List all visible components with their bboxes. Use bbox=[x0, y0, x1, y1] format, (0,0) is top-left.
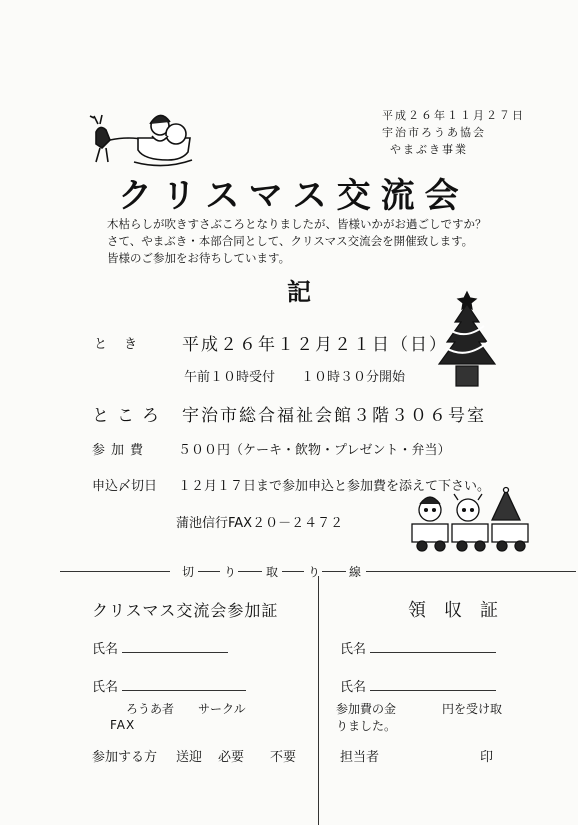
cut-line-seg-2 bbox=[238, 571, 262, 572]
page-title: クリスマス交流会 bbox=[118, 176, 469, 216]
right-form-title: 領 収 証 bbox=[408, 600, 498, 621]
toki-sub: 午前１０時受付 １０時３０分開始 bbox=[184, 370, 406, 385]
fee-label: 参加費 bbox=[92, 443, 150, 458]
cut-line-seg-3 bbox=[282, 571, 304, 572]
cut-char-3: 取 bbox=[266, 565, 279, 579]
cut-line-seg-1 bbox=[198, 571, 220, 572]
right-name-field-1[interactable] bbox=[370, 636, 496, 653]
fee-value: ５００円（ケーキ・飲物・プレゼント・弁当） bbox=[178, 443, 451, 458]
santa-sleigh-illustration bbox=[86, 112, 196, 170]
train-characters-illustration bbox=[410, 486, 534, 556]
left-name-label-1: 氏名 bbox=[92, 642, 119, 657]
cut-char-5: 線 bbox=[349, 565, 362, 579]
left-attend-label: 参加する方 bbox=[92, 750, 158, 765]
cut-char-4: り bbox=[308, 565, 321, 579]
right-name-label-2: 氏名 bbox=[340, 680, 367, 695]
toki-label: と き bbox=[94, 337, 140, 352]
left-name-field-1[interactable] bbox=[122, 636, 228, 653]
deadline-value: １２月１７日まで参加申込と参加費を添えて下さい。 bbox=[178, 479, 491, 494]
intro-line-3: 皆様のご参加をお待ちしています。 bbox=[107, 251, 291, 265]
cut-line-right bbox=[366, 571, 576, 572]
left-form-title: クリスマス交流会参加証 bbox=[92, 601, 279, 620]
tokoro-label: ところ bbox=[92, 406, 167, 426]
right-staff-label: 担当者 bbox=[340, 750, 380, 765]
deadline-label: 申込〆切日 bbox=[92, 479, 158, 494]
toki-value: 平成２６年１２月２１日（日） bbox=[182, 335, 448, 355]
right-fee-text-1: 参加費の金 bbox=[336, 702, 397, 716]
right-name-label-1: 氏名 bbox=[340, 642, 367, 657]
left-need-option[interactable]: 必要 bbox=[218, 750, 245, 765]
right-fee-text-2: 円を受け取 bbox=[442, 702, 503, 716]
left-deaf-option[interactable]: ろうあ者 bbox=[126, 702, 175, 716]
intro-line-2: さて、やまぶき・本部合同として、クリスマス交流会を開催致します。 bbox=[107, 234, 474, 248]
intro-line-1: 木枯らしが吹きすさぶころとなりましたが、皆様いかがお過ごしですか？ bbox=[107, 217, 487, 231]
header-group: やまぶき事業 bbox=[390, 143, 468, 156]
form-divider bbox=[318, 576, 319, 825]
left-fax-label: FAX bbox=[110, 718, 136, 732]
header-date: 平成２６年１１月２７日 bbox=[382, 109, 525, 122]
left-circle-option[interactable]: サークル bbox=[198, 702, 246, 716]
left-pickup-label: 送迎 bbox=[176, 750, 203, 765]
tokoro-value: 宇治市総合福祉会館３階３０６号室 bbox=[182, 406, 486, 426]
cut-char-1: 切 bbox=[182, 565, 195, 579]
header-org: 宇治市ろうあ協会 bbox=[382, 126, 486, 139]
cut-line-left bbox=[60, 571, 170, 572]
left-name-field-2[interactable] bbox=[122, 674, 246, 691]
left-name-label-2: 氏名 bbox=[92, 680, 119, 695]
cut-char-2: り bbox=[224, 565, 237, 579]
cut-line-seg-4 bbox=[322, 571, 346, 572]
right-seal-label: 印 bbox=[480, 750, 494, 765]
ki-heading: 記 bbox=[287, 277, 311, 306]
left-noneed-option[interactable]: 不要 bbox=[270, 750, 297, 765]
right-name-field-2[interactable] bbox=[370, 674, 496, 691]
right-fee-text-3: りました。 bbox=[336, 719, 397, 733]
fax-line: 蒲池信行FAX２０－２４７２ bbox=[176, 516, 344, 531]
